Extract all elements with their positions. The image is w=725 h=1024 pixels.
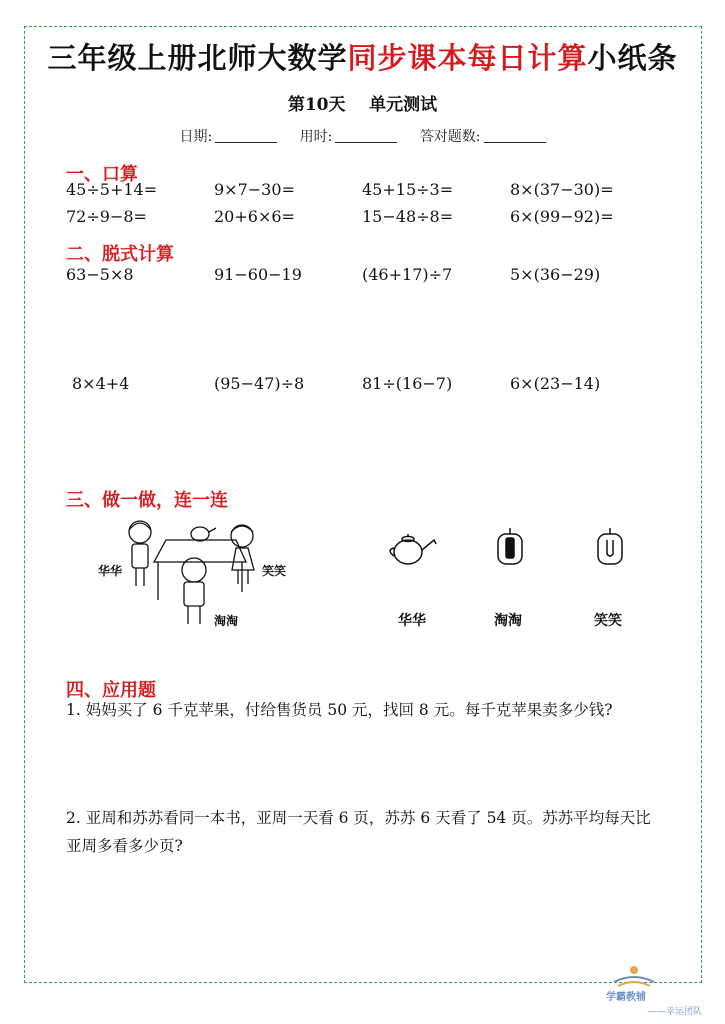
- date-field[interactable]: [179, 126, 277, 146]
- stepwise-expr: (46+17)÷7: [362, 265, 453, 284]
- time-label: 用时:: [299, 129, 333, 145]
- teapot-front-view-icon[interactable]: [595, 526, 625, 568]
- section-match-heading: 三、做一做，连一连: [66, 490, 228, 511]
- section-oral-heading: 一、口算: [66, 164, 138, 185]
- scene-name-huahua: 华华: [98, 564, 123, 578]
- day-subtitle: 第10天 单元测试: [287, 95, 438, 115]
- time-blank[interactable]: [335, 129, 397, 143]
- stepwise-expr: 63−5×8: [66, 265, 134, 284]
- cup-name-huahua: 华华: [398, 613, 426, 629]
- publisher-team: ——幸运团队: [648, 1007, 703, 1017]
- scene-name-taotao: 淘淘: [214, 614, 239, 628]
- publisher-logo-name: 学霸教辅: [606, 992, 646, 1003]
- time-field[interactable]: [300, 126, 398, 146]
- section-word-heading: 四、应用题: [66, 680, 156, 701]
- stepwise-expr: (95−47)÷8: [214, 374, 305, 393]
- scene-name-xiaoxiao: 笑笑: [262, 564, 287, 578]
- title-prefix: 三年级上册北师大数学: [47, 41, 348, 75]
- title-highlight: 同步课本每日计算: [347, 41, 588, 75]
- correct-count-blank[interactable]: [484, 129, 546, 143]
- date-label: 日期:: [179, 129, 213, 145]
- oral-expr: 45+15÷3=: [362, 180, 454, 199]
- oral-expr: 15−48÷8=: [362, 207, 454, 226]
- page-title: [0, 36, 725, 77]
- section-stepwise-heading: 二、脱式计算: [66, 244, 174, 265]
- teapot-back-view-icon[interactable]: [495, 526, 525, 568]
- date-blank[interactable]: [215, 129, 277, 143]
- oral-expr: 72÷9−8=: [66, 207, 147, 226]
- oral-expr: 8×(37−30)=: [510, 180, 614, 199]
- word-problem-2: 2. 亚周和苏苏看同一本书，亚周一天看 6 页，苏苏 6 天看了 54 页。苏苏平均每天比亚周多看多少页?: [66, 809, 651, 855]
- cup-name-xiaoxiao: 笑笑: [594, 613, 622, 629]
- children-around-table-illustration: [96, 512, 286, 634]
- oral-expr: 45÷5+14=: [66, 180, 158, 199]
- correct-count-label: 答对题数:: [419, 129, 481, 145]
- cup-name-taotao: 淘淘: [494, 613, 522, 629]
- stepwise-expr: 5×(36−29): [510, 265, 601, 284]
- stepwise-expr: 81÷(16−7): [362, 374, 453, 393]
- oral-expr: 9×7−30=: [214, 180, 295, 199]
- correct-count-field[interactable]: [420, 126, 546, 146]
- word-problem-1: 1. 妈妈买了 6 千克苹果，付给售货员 50 元，找回 8 元。每千克苹果卖多少钱?: [66, 701, 613, 719]
- oral-expr: 20+6×6=: [214, 207, 295, 226]
- stepwise-expr: 91−60−19: [214, 265, 302, 284]
- meta-row: [0, 126, 725, 146]
- oral-expr: 6×(99−92)=: [510, 207, 614, 226]
- stepwise-expr: 6×(23−14): [510, 374, 601, 393]
- title-suffix: 小纸条: [587, 41, 678, 75]
- teapot-side-view-icon[interactable]: [388, 528, 440, 568]
- stepwise-expr: 8×4+4: [72, 374, 130, 393]
